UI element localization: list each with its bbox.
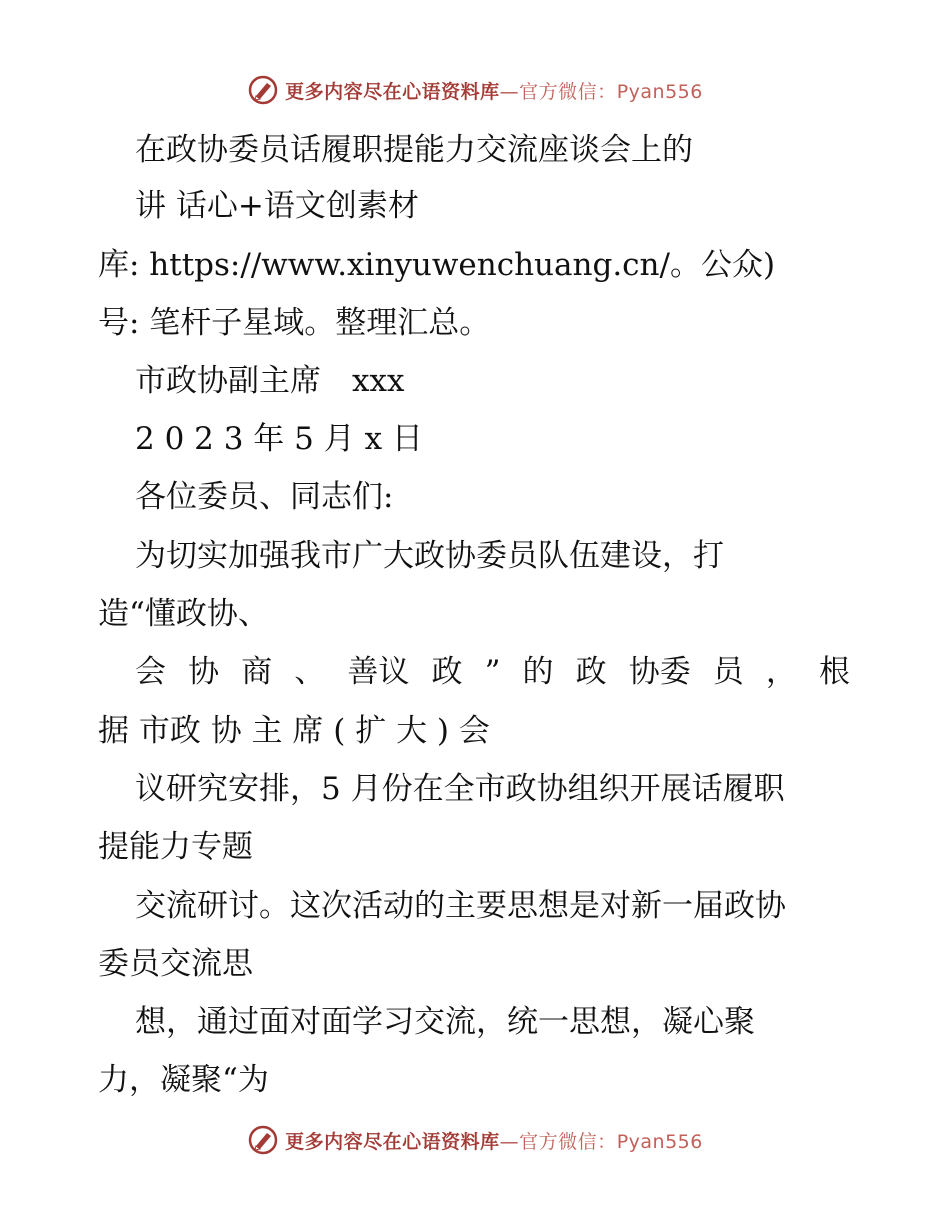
char: 、 bbox=[294, 654, 326, 690]
banner-text bbox=[285, 77, 703, 104]
doc-paragraph-line-1: 为切实加强我市广大政协委员队伍建设，打 bbox=[135, 538, 724, 574]
header-banner bbox=[0, 70, 950, 110]
char: 根 bbox=[818, 654, 850, 690]
doc-paragraph-line-6: 提能力专题 bbox=[98, 829, 253, 865]
banner-inner bbox=[247, 74, 703, 106]
pen-logo-icon bbox=[247, 1124, 279, 1156]
doc-greeting: 各位委员、同志们: bbox=[135, 479, 394, 515]
doc-paragraph-line-8: 委员交流思 bbox=[98, 946, 253, 982]
char: 员 bbox=[712, 654, 744, 690]
pen-logo-icon bbox=[247, 74, 279, 106]
banner-text bbox=[285, 1127, 703, 1154]
banner-wechat-id: Pyan556 bbox=[616, 1130, 703, 1153]
doc-paragraph-line-9: 想，通过面对面学习交流，统一思想，凝心聚 bbox=[135, 1004, 755, 1040]
doc-title-line-2: 讲 话心+语文创素材 bbox=[135, 188, 419, 224]
doc-paragraph-line-5: 议研究安排，5 月份在全市政协组织开展话履职 bbox=[135, 771, 785, 807]
banner-wechat-id: Pyan556 bbox=[616, 80, 703, 103]
char: 协委 bbox=[628, 654, 691, 690]
banner-main-text: 更多内容尽在心语资料库 bbox=[285, 80, 500, 103]
doc-paragraph-line-10: 力，凝聚“为 bbox=[98, 1062, 269, 1098]
banner-dash: — bbox=[499, 1130, 520, 1153]
char: 政 bbox=[575, 654, 607, 690]
doc-title-line-1: 在政协委员话履职提能力交流座谈会上的 bbox=[135, 132, 693, 168]
banner-main-text: 更多内容尽在心语资料库 bbox=[285, 1130, 500, 1153]
char: 商 bbox=[241, 654, 273, 690]
banner-wechat-label: 官方微信： bbox=[519, 1130, 617, 1153]
doc-paragraph-line-4: 据 市政 协 主 席 ( 扩 大 ) 会 bbox=[98, 713, 490, 749]
doc-paragraph-line-2: 造“懂政协、 bbox=[98, 596, 269, 632]
doc-speaker: 市政协副主席 xxx bbox=[135, 363, 405, 399]
char: 协 bbox=[188, 654, 220, 690]
banner-wechat-label: 官方微信： bbox=[519, 80, 617, 103]
doc-source-line-2: 号: 笔杆子星域。整理汇总。 bbox=[98, 305, 491, 341]
footer-banner bbox=[0, 1120, 950, 1160]
banner-inner bbox=[247, 1124, 703, 1156]
doc-date: 2 0 2 3 年 5 月 x 日 bbox=[135, 421, 423, 457]
char: ” bbox=[484, 654, 501, 690]
doc-paragraph-line-7: 交流研讨。这次活动的主要思想是对新一届政协 bbox=[135, 888, 786, 924]
doc-source-line-1: 库: https://www.xinyuwenchuang.cn/。公众) bbox=[98, 247, 776, 283]
char: 的 bbox=[522, 654, 554, 690]
char: 善议 bbox=[347, 654, 410, 690]
doc-paragraph-line-3 bbox=[135, 652, 850, 692]
banner-dash: — bbox=[499, 80, 520, 103]
char: ， bbox=[765, 654, 797, 690]
char: 政 bbox=[431, 654, 463, 690]
char: 会 bbox=[135, 654, 166, 690]
